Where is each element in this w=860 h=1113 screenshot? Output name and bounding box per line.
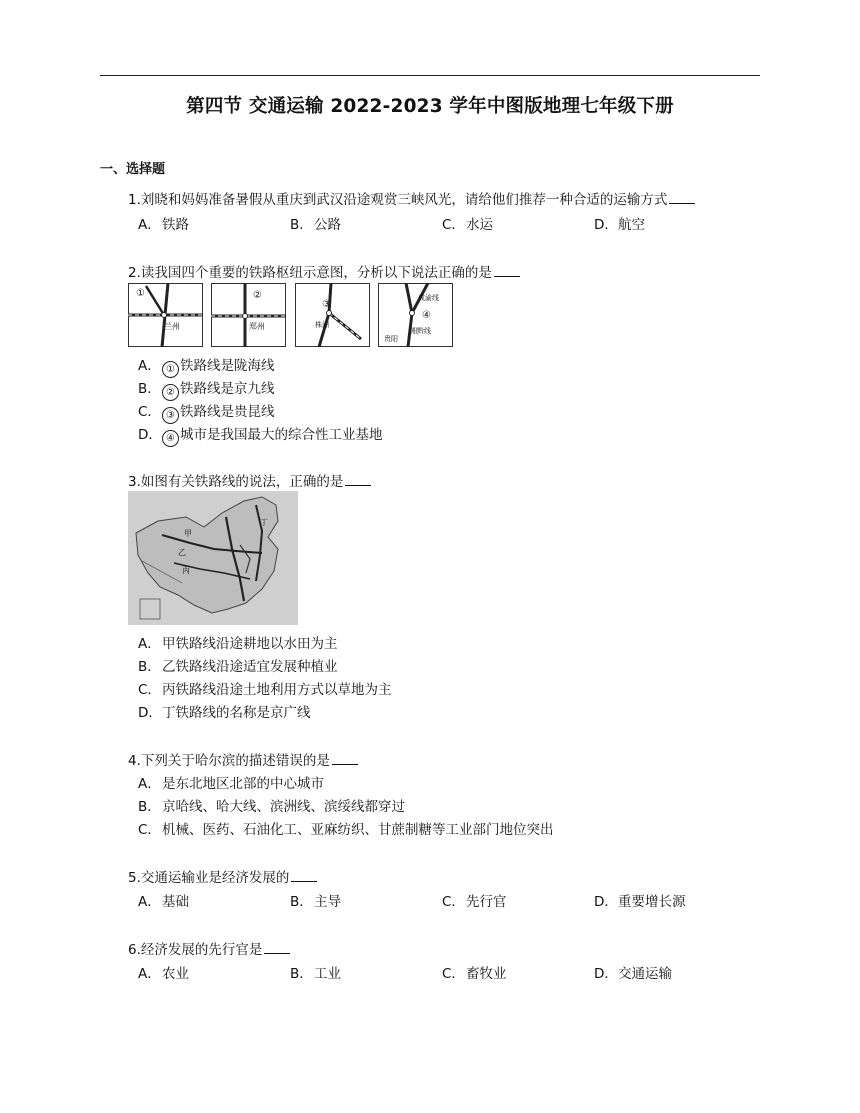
q6-option-a[interactable]: A．农业 [138, 966, 189, 982]
panel-4-city: 贵阳 [384, 335, 398, 343]
panel-2-number: ② [253, 290, 262, 301]
rail-hub-panel-3 [295, 283, 370, 347]
q3-option-c[interactable]: C．丙铁路线沿途土地利用方式以草地为主 [138, 682, 392, 698]
question-5 [128, 866, 317, 886]
question-4-stem: 4.下列关于哈尔滨的描述错误的是 [128, 753, 330, 769]
q6-option-d[interactable]: D．交通运输 [594, 966, 672, 982]
q4-option-c[interactable]: C．机械、医药、石油化工、亚麻纺织、甘蔗制糖等工业部门地位突出 [138, 822, 554, 838]
answer-blank [264, 941, 290, 954]
question-4 [128, 749, 358, 769]
panel-2-city: 郑州 [249, 322, 265, 331]
q5-option-d[interactable]: D．重要增长源 [594, 894, 686, 910]
question-5-stem: 5.交通运输业是经济发展的 [128, 870, 290, 886]
q4-option-a[interactable]: A．是东北地区北部的中心城市 [138, 776, 324, 792]
question-6 [128, 938, 290, 958]
top-rule [100, 75, 760, 76]
panel-3-city: 株洲 [315, 321, 329, 329]
q5-option-c[interactable]: C．先行官 [442, 894, 507, 910]
q2-option-a[interactable]: A． ① 铁路线是陇海线 [138, 354, 275, 378]
q4-option-b[interactable]: B．京哈线、哈大线、滨洲线、滨绥线都穿过 [138, 799, 405, 815]
question-1-stem: 1.刘晓和妈妈准备暑假从重庆到武汉沿途观赏三峡风光，请给他们推荐一种合适的运输方式 [128, 192, 668, 208]
panel-1-city: 兰州 [164, 322, 180, 331]
panel-4-number: ④ [422, 310, 431, 321]
rail-hub-panel-1 [128, 283, 203, 347]
question-2 [128, 261, 520, 281]
question-6-stem: 6.经济发展的先行官是 [128, 942, 263, 958]
q2-option-b[interactable]: B． ② 铁路线是京九线 [138, 377, 275, 401]
q1-option-d[interactable]: D．航空 [594, 217, 645, 233]
answer-blank [291, 869, 317, 882]
panel-3-number: ③ [322, 299, 331, 310]
section-heading: 一、选择题 [100, 162, 166, 177]
answer-blank [345, 473, 371, 486]
q6-option-b[interactable]: B．工业 [290, 966, 341, 982]
answer-blank [494, 264, 520, 277]
q5-option-b[interactable]: B．主导 [290, 894, 341, 910]
map-label-ding: 丁 [260, 518, 268, 527]
q2-option-d[interactable]: D． ④ 城市是我国最大的综合性工业基地 [138, 423, 383, 447]
q3-option-b[interactable]: B．乙铁路线沿途适宜发展种植业 [138, 659, 338, 675]
q2-option-c[interactable]: C． ③ 铁路线是贵昆线 [138, 400, 275, 424]
rail-hub-panel-2 [211, 283, 286, 347]
answer-blank [669, 191, 695, 204]
map-label-jia: 甲 [184, 529, 192, 538]
question-1 [128, 188, 695, 208]
q1-option-a[interactable]: A．铁路 [138, 217, 189, 233]
q1-option-c[interactable]: C．水运 [442, 217, 493, 233]
q5-option-a[interactable]: A．基础 [138, 894, 189, 910]
china-railway-map [128, 491, 298, 625]
question-3-stem: 3.如图有关铁路线的说法，正确的是 [128, 474, 344, 490]
question-3 [128, 470, 371, 490]
q6-option-c[interactable]: C．畜牧业 [442, 966, 507, 982]
answer-blank [332, 752, 358, 765]
panel-4-label-top: 成渝线 [418, 294, 439, 302]
rail-hub-panel-4 [378, 283, 453, 347]
question-2-stem: 2.读我国四个重要的铁路枢纽示意图，分析以下说法正确的是 [128, 265, 492, 281]
q3-option-a[interactable]: A．甲铁路线沿途耕地以水田为主 [138, 636, 338, 652]
map-label-bing: 丙 [182, 566, 190, 575]
panel-1-number: ① [136, 288, 145, 299]
map-label-yi: 乙 [178, 548, 186, 557]
page-title: 第四节 交通运输 2022-2023 学年中图版地理七年级下册 [186, 96, 674, 117]
q3-option-d[interactable]: D．丁铁路线的名称是京广线 [138, 705, 311, 721]
q1-option-b[interactable]: B．公路 [290, 217, 341, 233]
panel-4-label-bottom: 湘黔线 [410, 327, 431, 335]
